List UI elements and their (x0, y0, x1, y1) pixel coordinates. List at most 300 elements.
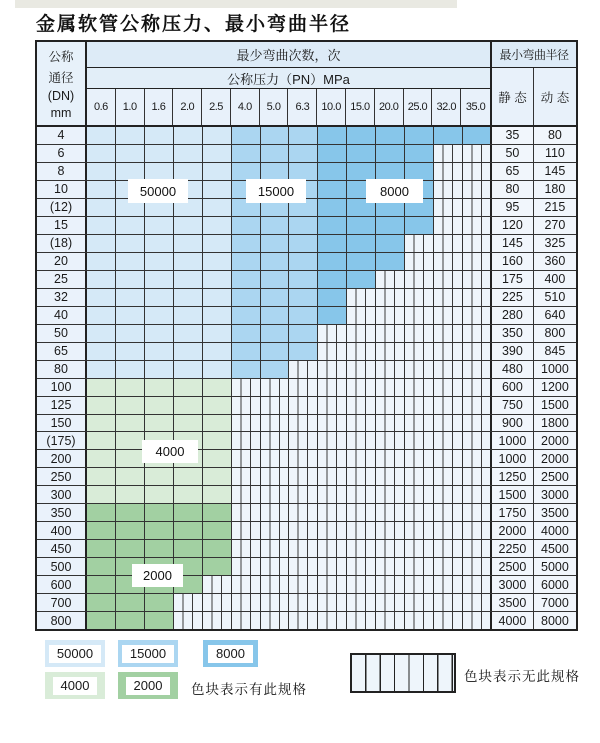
no-spec-cell (376, 343, 405, 360)
spec-cell (434, 127, 463, 144)
dynamic-radius-cell: 2500 (534, 468, 576, 485)
table-row (37, 271, 576, 289)
table-row (37, 504, 576, 522)
pressure-col-header: 2.5 (202, 89, 231, 125)
dynamic-radius-cell: 1000 (534, 361, 576, 378)
spec-cell (116, 379, 145, 396)
spec-cell (289, 343, 318, 360)
no-spec-cell (376, 307, 405, 324)
no-spec-cell (405, 540, 434, 557)
spec-cell (203, 522, 232, 539)
spec-cell (203, 558, 232, 575)
no-spec-cell (347, 379, 376, 396)
dynamic-radius-cell: 180 (534, 181, 576, 198)
dn-cell: 4 (37, 127, 87, 144)
no-spec-cell (347, 307, 376, 324)
dn-cell: 15 (37, 217, 87, 234)
spec-cell (174, 217, 203, 234)
no-spec-cell (318, 361, 347, 378)
dn-cell: 65 (37, 343, 87, 360)
no-spec-cell (376, 522, 405, 539)
spec-cell (376, 163, 405, 180)
no-spec-cell (232, 468, 261, 485)
no-spec-cell (376, 612, 405, 629)
no-spec-cell (261, 558, 290, 575)
spec-cell (116, 343, 145, 360)
no-spec-cell (434, 540, 463, 557)
dynamic-radius-cell: 3500 (534, 504, 576, 521)
static-radius-cell: 95 (492, 199, 534, 216)
no-spec-cell (318, 504, 347, 521)
no-spec-cell (318, 450, 347, 467)
no-spec-cell (261, 576, 290, 593)
no-spec-cell (434, 558, 463, 575)
spec-cell (318, 163, 347, 180)
spec-cell (261, 343, 290, 360)
spec-cell (87, 504, 116, 521)
dn-cell: 250 (37, 468, 87, 485)
table-row (37, 217, 576, 235)
spec-cell (116, 612, 145, 629)
table-row (37, 522, 576, 540)
pressure-col-header: 20.0 (375, 89, 404, 125)
no-spec-cell (289, 576, 318, 593)
spec-cell (145, 415, 174, 432)
spec-cell (145, 163, 174, 180)
no-spec-cell (434, 576, 463, 593)
spec-cell (87, 612, 116, 629)
no-spec-cell (261, 522, 290, 539)
no-spec-cell (289, 397, 318, 414)
spec-cell (232, 235, 261, 252)
no-spec-cell (347, 325, 376, 342)
no-spec-cell (463, 468, 492, 485)
spec-cell (116, 522, 145, 539)
no-spec-cell (376, 432, 405, 449)
spec-cell (203, 127, 232, 144)
no-spec-cell (318, 379, 347, 396)
spec-cell (261, 235, 290, 252)
dynamic-radius-cell: 800 (534, 325, 576, 342)
no-spec-cell (434, 343, 463, 360)
spec-cell (174, 361, 203, 378)
no-spec-cell (347, 397, 376, 414)
static-radius-cell: 350 (492, 325, 534, 342)
no-spec-cell (347, 450, 376, 467)
no-spec-cell (434, 468, 463, 485)
no-spec-cell (318, 540, 347, 557)
table-row (37, 558, 576, 576)
dynamic-radius-cell: 1500 (534, 397, 576, 414)
spec-cell (203, 397, 232, 414)
static-radius-cell: 4000 (492, 612, 534, 629)
no-spec-cell (289, 468, 318, 485)
no-spec-cell (261, 415, 290, 432)
no-spec-cell (261, 612, 290, 629)
static-radius-cell: 1500 (492, 486, 534, 503)
no-spec-cell (318, 325, 347, 342)
no-spec-cell (318, 576, 347, 593)
dynamic-radius-cell: 2000 (534, 450, 576, 467)
spec-cell (145, 307, 174, 324)
page-title: 金属软管公称压力、最小弯曲半径 (36, 13, 352, 35)
no-spec-cell (289, 432, 318, 449)
static-radius-cell: 2000 (492, 522, 534, 539)
spec-cell (174, 253, 203, 270)
spec-cell (145, 145, 174, 162)
no-spec-cell (347, 361, 376, 378)
no-spec-cell (463, 361, 492, 378)
pressure-values-row (87, 89, 490, 125)
no-spec-cell (434, 361, 463, 378)
table-row (37, 361, 576, 379)
spec-cell (87, 181, 116, 198)
spec-cell (116, 540, 145, 557)
spec-cell (116, 450, 145, 467)
no-spec-cell (347, 468, 376, 485)
dynamic-radius-cell: 640 (534, 307, 576, 324)
static-radius-cell: 750 (492, 397, 534, 414)
no-spec-cell (347, 558, 376, 575)
table-row (37, 397, 576, 415)
table-header (37, 42, 576, 127)
no-spec-cell (376, 558, 405, 575)
no-spec-cell (318, 558, 347, 575)
spec-cell (174, 486, 203, 503)
static-radius-cell: 120 (492, 217, 534, 234)
spec-cell (87, 415, 116, 432)
dynamic-header: 动 态 (540, 90, 570, 105)
dn-cell: (12) (37, 199, 87, 216)
no-spec-cell (463, 253, 492, 270)
no-spec-cell (232, 558, 261, 575)
spec-cell (203, 253, 232, 270)
spec-cell (145, 127, 174, 144)
no-spec-cell (463, 343, 492, 360)
no-spec-cell (261, 379, 290, 396)
no-spec-cell (318, 486, 347, 503)
spec-cell (232, 163, 261, 180)
no-spec-cell (405, 432, 434, 449)
no-spec-cell (463, 217, 492, 234)
spec-cell (174, 145, 203, 162)
dynamic-radius-cell: 325 (534, 235, 576, 252)
table-row (37, 486, 576, 504)
legend-box-2000 (118, 672, 178, 699)
spec-cell (261, 289, 290, 306)
static-radius-cell: 35 (492, 127, 534, 144)
spec-cell (174, 271, 203, 288)
no-spec-cell (347, 504, 376, 521)
scan-artifact-strip (15, 0, 457, 8)
no-spec-cell (289, 450, 318, 467)
spec-cell (174, 325, 203, 342)
spec-cell (289, 127, 318, 144)
no-spec-cell (261, 450, 290, 467)
dn-cell: 32 (37, 289, 87, 306)
static-radius-cell: 65 (492, 163, 534, 180)
no-spec-cell (318, 432, 347, 449)
no-spec-cell (405, 468, 434, 485)
no-spec-cell (463, 307, 492, 324)
dynamic-radius-cell: 360 (534, 253, 576, 270)
spec-cell (289, 253, 318, 270)
spec-cell (87, 397, 116, 414)
no-spec-cell (376, 594, 405, 611)
spec-cell (232, 271, 261, 288)
no-spec-cell (318, 612, 347, 629)
spec-cell (87, 486, 116, 503)
no-spec-cell (318, 343, 347, 360)
no-spec-cell (261, 397, 290, 414)
no-spec-cell (347, 594, 376, 611)
spec-cell (145, 504, 174, 521)
spec-cell (116, 325, 145, 342)
no-spec-cell (434, 271, 463, 288)
legend-no-spec-text: 色块表示无此规格 (464, 669, 580, 684)
spec-cell (203, 181, 232, 198)
static-radius-cell: 80 (492, 181, 534, 198)
spec-cell (289, 145, 318, 162)
spec-cell (116, 163, 145, 180)
no-spec-cell (347, 576, 376, 593)
spec-cell (203, 199, 232, 216)
no-spec-cell (463, 235, 492, 252)
spec-cell (174, 522, 203, 539)
table-row (37, 594, 576, 612)
spec-cell (261, 217, 290, 234)
static-radius-cell: 480 (492, 361, 534, 378)
spec-cell (145, 594, 174, 611)
no-spec-cell (347, 432, 376, 449)
legend-hatch-box (350, 653, 456, 693)
no-spec-cell (376, 361, 405, 378)
spec-cell (203, 235, 232, 252)
dn-header-line4: mm (50, 106, 72, 120)
spec-cell (87, 576, 116, 593)
no-spec-cell (463, 576, 492, 593)
no-spec-cell (434, 199, 463, 216)
table-row (37, 576, 576, 594)
spec-cell (203, 343, 232, 360)
pressure-col-header: 4.0 (231, 89, 260, 125)
legend-label-2000: 2000 (126, 677, 171, 695)
spec-cell (289, 235, 318, 252)
no-spec-cell (434, 432, 463, 449)
dn-cell: 350 (37, 504, 87, 521)
static-radius-cell: 50 (492, 145, 534, 162)
spec-cell (87, 199, 116, 216)
spec-cell (174, 343, 203, 360)
spec-cell (203, 450, 232, 467)
spec-cell (87, 145, 116, 162)
spec-cell (174, 235, 203, 252)
no-spec-cell (261, 486, 290, 503)
static-radius-cell: 600 (492, 379, 534, 396)
no-spec-cell (405, 379, 434, 396)
no-spec-cell (434, 379, 463, 396)
table-row (37, 235, 576, 253)
region-label-8000: 8000 (366, 179, 423, 203)
legend-label-50000: 50000 (49, 645, 101, 663)
pressure-col-header: 1.6 (145, 89, 174, 125)
no-spec-cell (434, 289, 463, 306)
pressure-header: 公称压力（PN）MPa (87, 68, 490, 89)
spec-cell (116, 307, 145, 324)
spec-cell (87, 127, 116, 144)
bend-section-header (87, 42, 492, 125)
static-header: 静 态 (492, 68, 534, 125)
spec-cell (174, 468, 203, 485)
radius-section-header (492, 42, 576, 125)
pressure-col-header: 32.0 (432, 89, 461, 125)
spec-cell (203, 379, 232, 396)
spec-cell (87, 540, 116, 557)
no-spec-cell (463, 594, 492, 611)
static-radius-cell: 225 (492, 289, 534, 306)
no-spec-cell (405, 289, 434, 306)
legend-label-8000: 8000 (208, 645, 253, 663)
no-spec-cell (347, 486, 376, 503)
spec-cell (203, 468, 232, 485)
no-spec-cell (434, 504, 463, 521)
no-spec-cell (376, 289, 405, 306)
no-spec-cell (376, 325, 405, 342)
spec-cell (116, 594, 145, 611)
dn-cell: 100 (37, 379, 87, 396)
pressure-col-header: 0.6 (87, 89, 116, 125)
no-spec-cell (463, 522, 492, 539)
no-spec-cell (203, 612, 232, 629)
spec-cell (203, 415, 232, 432)
spec-table (35, 40, 578, 631)
no-spec-cell (289, 612, 318, 629)
spec-cell (145, 397, 174, 414)
spec-cell (318, 235, 347, 252)
spec-cell (289, 307, 318, 324)
spec-cell (261, 271, 290, 288)
spec-cell (174, 163, 203, 180)
spec-cell (405, 145, 434, 162)
spec-cell (347, 235, 376, 252)
no-spec-cell (261, 594, 290, 611)
spec-cell (174, 504, 203, 521)
static-radius-cell: 145 (492, 235, 534, 252)
dn-cell: 8 (37, 163, 87, 180)
min-bend-radius-header: 最小弯曲半径 (492, 42, 576, 68)
static-radius-cell: 2250 (492, 540, 534, 557)
spec-cell (203, 271, 232, 288)
dn-cell: 400 (37, 522, 87, 539)
legend-box-8000 (203, 640, 258, 667)
static-radius-cell: 3000 (492, 576, 534, 593)
no-spec-cell (434, 594, 463, 611)
dynamic-radius-cell: 4000 (534, 522, 576, 539)
no-spec-cell (463, 379, 492, 396)
no-spec-cell (463, 558, 492, 575)
pressure-col-header: 15.0 (346, 89, 375, 125)
no-spec-cell (261, 468, 290, 485)
no-spec-cell (463, 289, 492, 306)
dn-cell: 200 (37, 450, 87, 467)
no-spec-cell (318, 415, 347, 432)
spec-cell (232, 343, 261, 360)
spec-cell (87, 558, 116, 575)
spec-cell (203, 307, 232, 324)
table-row (37, 540, 576, 558)
no-spec-cell (289, 361, 318, 378)
spec-cell (145, 235, 174, 252)
spec-cell (405, 163, 434, 180)
spec-cell (232, 289, 261, 306)
no-spec-cell (261, 504, 290, 521)
table-row (37, 145, 576, 163)
dynamic-radius-cell: 1800 (534, 415, 576, 432)
spec-cell (405, 217, 434, 234)
bend-times-header: 最少弯曲次数，次 (87, 42, 490, 68)
no-spec-cell (347, 289, 376, 306)
dn-cell: 25 (37, 271, 87, 288)
no-spec-cell (232, 522, 261, 539)
no-spec-cell (376, 468, 405, 485)
spec-cell (261, 127, 290, 144)
spec-cell (87, 217, 116, 234)
no-spec-cell (174, 594, 203, 611)
no-spec-cell (405, 307, 434, 324)
no-spec-cell (463, 397, 492, 414)
spec-cell (232, 217, 261, 234)
spec-cell (376, 127, 405, 144)
spec-cell (289, 289, 318, 306)
spec-cell (145, 253, 174, 270)
static-radius-cell: 1000 (492, 450, 534, 467)
spec-cell (261, 253, 290, 270)
spec-cell (87, 379, 116, 396)
no-spec-cell (174, 612, 203, 629)
spec-cell (203, 163, 232, 180)
spec-cell (145, 612, 174, 629)
dn-cell: 300 (37, 486, 87, 503)
spec-cell (87, 271, 116, 288)
dynamic-radius-cell: 2000 (534, 432, 576, 449)
spec-cell (347, 163, 376, 180)
spec-cell (318, 127, 347, 144)
no-spec-cell (405, 558, 434, 575)
legend-label-4000: 4000 (53, 677, 98, 695)
spec-cell (116, 253, 145, 270)
table-row (37, 612, 576, 629)
dn-header-line2: 通径 (48, 71, 74, 85)
table-row (37, 343, 576, 361)
no-spec-cell (232, 397, 261, 414)
no-spec-cell (347, 343, 376, 360)
spec-cell (376, 217, 405, 234)
table-row (37, 199, 576, 217)
pressure-col-header: 6.3 (288, 89, 317, 125)
static-radius-cell: 1250 (492, 468, 534, 485)
spec-cell (116, 127, 145, 144)
no-spec-cell (347, 522, 376, 539)
spec-cell (145, 522, 174, 539)
no-spec-cell (203, 576, 232, 593)
dynamic-radius-cell: 510 (534, 289, 576, 306)
spec-cell (87, 361, 116, 378)
dn-header-line3: (DN) (47, 89, 75, 103)
spec-cell (116, 235, 145, 252)
spec-cell (116, 415, 145, 432)
static-dynamic-header-row (492, 68, 576, 125)
region-label-15000: 15000 (246, 179, 306, 203)
